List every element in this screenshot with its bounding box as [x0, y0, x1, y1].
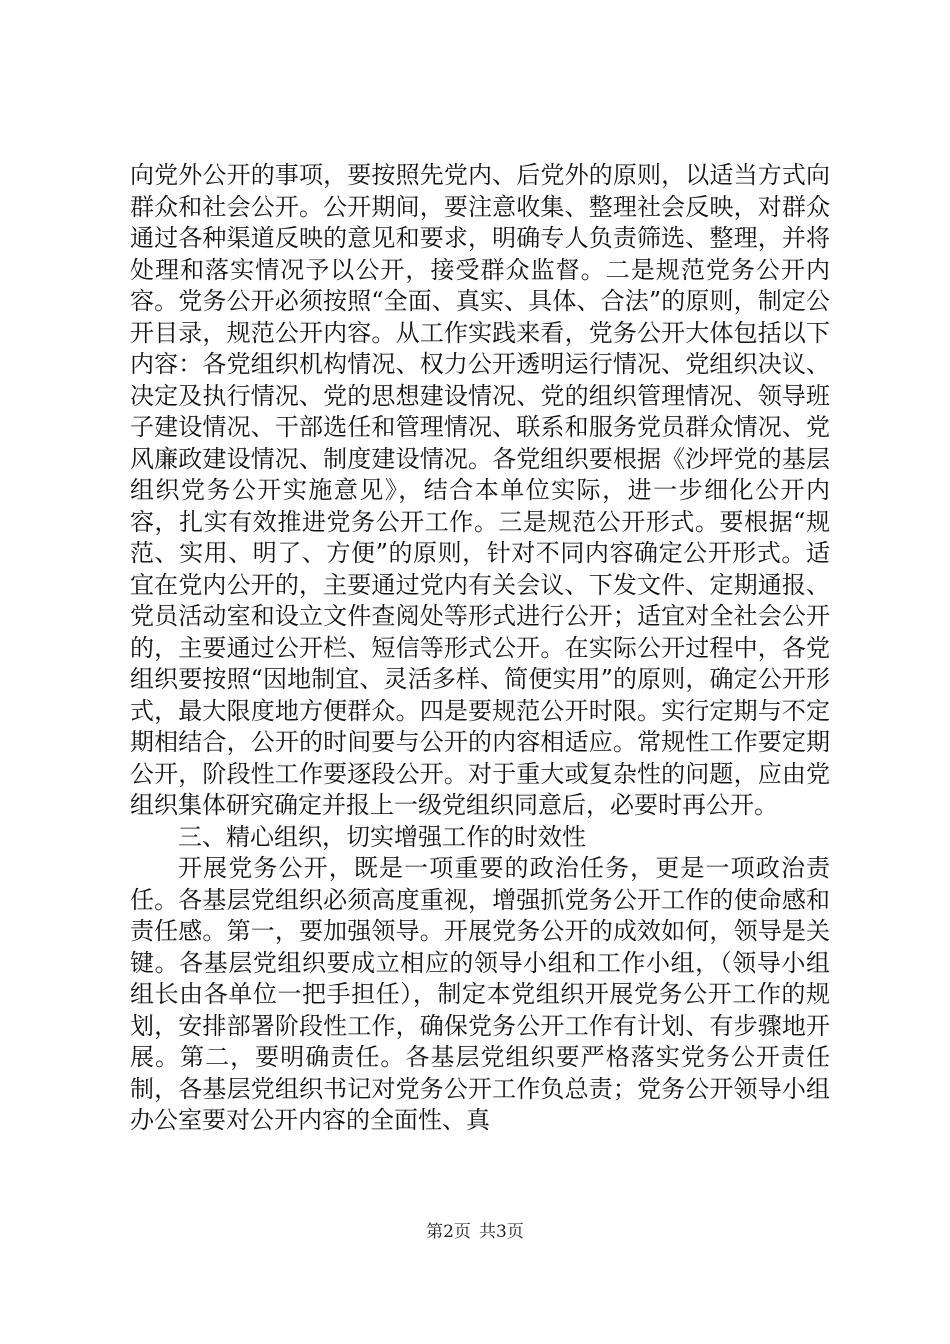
document-body: [130, 160, 830, 1137]
body-paragraph: 开展党务公开，既是一项重要的政治任务，更是一项政治责任。各基层党组织必须高度重视，增强抓党务公开工作的使命感和责任感。第一，要加强领导。开展党务公开的成效如何，领导是关键。各基层党组织要成立相应的领导小组和工作小组，（领导小组组长由各单位一把手担任），制定本党组织开展党务公开工作的规划，安排部署阶段性工作，确保党务公开工作有计划、有步骤地开展。第二，要明确责任。各基层党组织要严格落实党务公开责任制，各基层党组织书记对党务公开工作负总责；党务公开领导小组办公室要对公开内容的全面性、真: [130, 854, 830, 1134]
page-footer: [0, 1217, 950, 1242]
page-number: 第2页: [426, 1222, 471, 1242]
section-heading: 三、精心组织，切实增强工作的时效性: [178, 822, 586, 851]
page-total: 共3页: [479, 1222, 524, 1242]
body-paragraph-continued: 向党外公开的事项，要按照先党内、后党外的原则，以适当方式向群众和社会公开。公开期间，要注意收集、整理社会反映，对群众通过各种渠道反映的意见和要求，明确专人负责筛选、整理，并将处理和落实情况予以公开，接受群众监督。二是规范党务公开内容。党务公开必须按照“全面、真实、具体、合法”的原则，制定公开目录，规范公开内容。从工作实践来看，党务公开大体包括以下内容：各党组织机构情况、权力公开透明运行情况、党组织决议、决定及执行情况、党的思想建设情况、党的组织管理情况、领导班子建设情况、干部选任和管理情况、联系和服务党员群众情况、党风廉政建设情况、制度建设情况。各党组织要根据《沙坪党的基层组织党务公开实施意见》，结合本单位实际，进一步细化公开内容，扎实有效推进党务公开工作。三是规范公开形式。要根据“规范、实用、明了、方便”的原则，针对不同内容确定公开形式。适宜在党内公开的，主要通过党内有关会议、下发文件、定期通报、党员活动室和设立文件查阅处等形式进行公开；适宜对全社会公开的，主要通过公开栏、短信等形式公开。在实际公开过程中，各党组织要按照“因地制宜、灵活多样、简便实用”的原则，确定公开形式，最大限度地方便群众。四是要规范公开时限。实行定期与不定期相结合，公开的时间要与公开的内容相适应。常规性工作要定期公开，阶段性工作要逐段公开。对于重大或复杂性的问题，应由党组织集体研究确定并报上一级党组织同意后，必要时再公开。: [130, 161, 830, 819]
